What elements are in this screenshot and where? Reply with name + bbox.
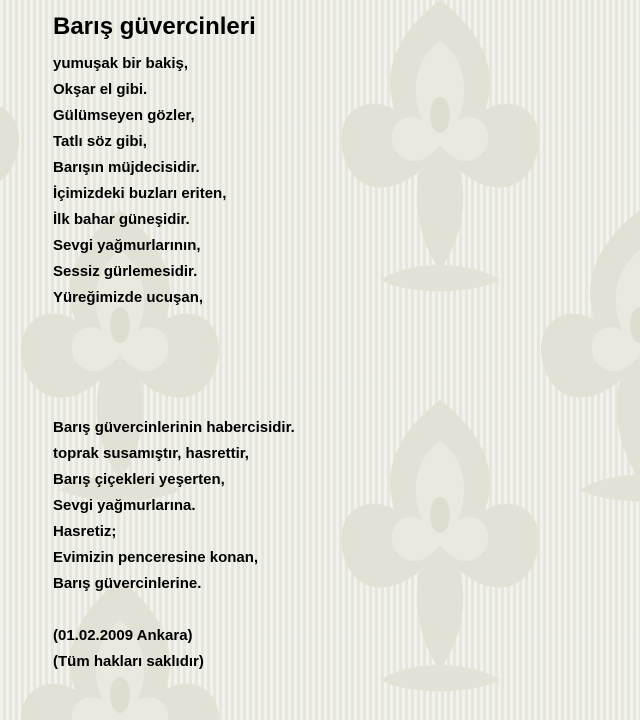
- poem-line: Barış çiçekleri yeşerten,: [53, 471, 225, 488]
- poem-line: Barış güvercinlerinin habercisidir.: [53, 419, 295, 436]
- poem-line: İlk bahar güneşidir.: [53, 211, 190, 228]
- poem-line: Sevgi yağmurlarının,: [53, 237, 201, 254]
- poem-line: Sessiz gürlemesidir.: [53, 263, 198, 280]
- poem-line: yumuşak bir bakiş,: [53, 55, 189, 72]
- poem-line: Yüreğimizde ucuşan,: [53, 289, 204, 306]
- poem-stanza-1: [53, 51, 640, 311]
- poem-date-place: (01.02.2009 Ankara): [53, 627, 193, 644]
- poem-line: Sevgi yağmurlarına.: [53, 497, 196, 514]
- poem-footer: [53, 623, 640, 675]
- poem-line: Okşar el gibi.: [53, 81, 148, 98]
- poem-line: İçimizdeki buzları eriten,: [53, 185, 227, 202]
- poem-line: Barışın müjdecisidir.: [53, 159, 200, 176]
- poem-line: Hasretiz;: [53, 523, 117, 540]
- poem-stanza-2: [53, 415, 640, 597]
- poem-line: Gülümseyen gözler,: [53, 107, 195, 124]
- poem-line: Barış güvercinlerine.: [53, 575, 202, 592]
- poem-rights-notice: (Tüm hakları saklıdır): [53, 653, 204, 670]
- poem-line: Tatlı söz gibi,: [53, 133, 147, 150]
- poem-line: Evimizin penceresine konan,: [53, 549, 259, 566]
- poem-line: toprak susamıştır, hasrettir,: [53, 445, 249, 462]
- poem-title: Barış güvercinleri: [53, 13, 256, 40]
